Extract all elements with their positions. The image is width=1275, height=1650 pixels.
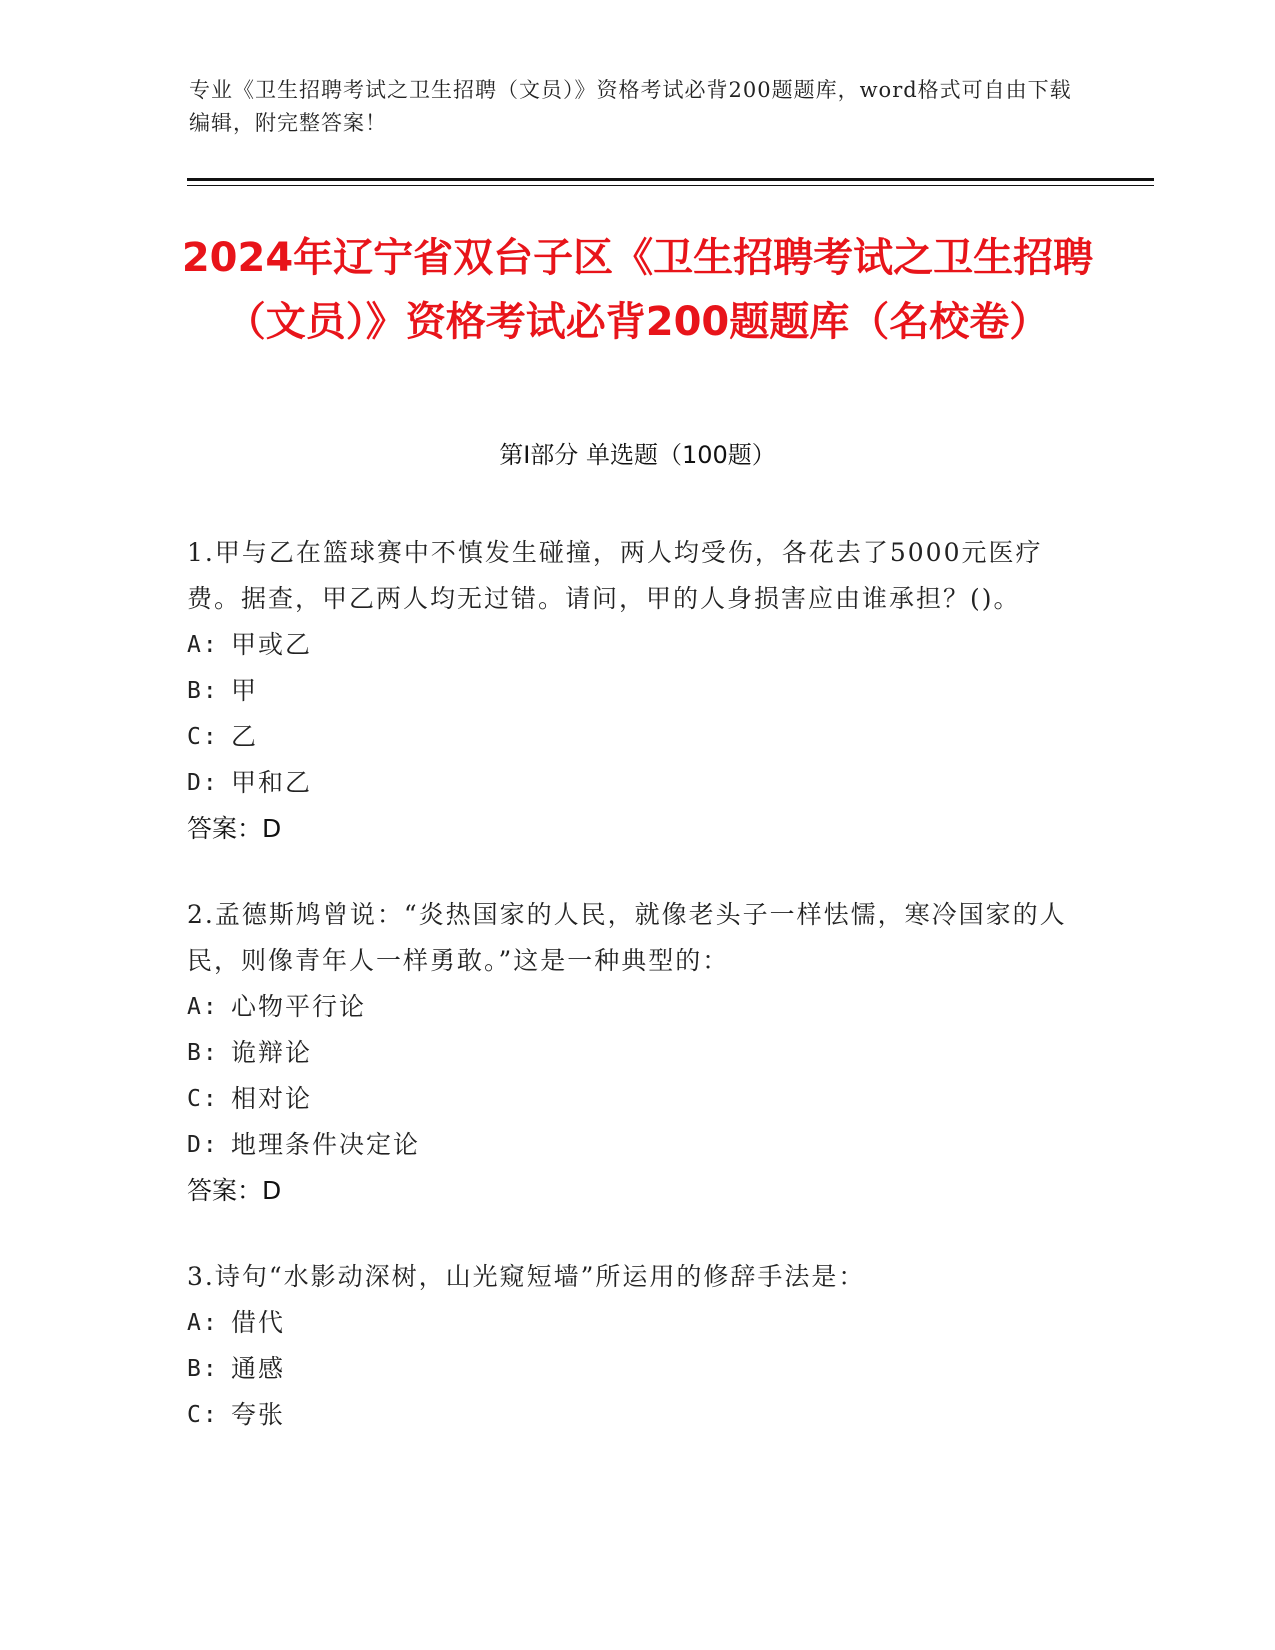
question-stem: 2.孟德斯鸠曾说：“炎热国家的人民，就像老头子一样怯懦，寒冷国家的人民，则像青年人一样勇敢。”这是一种典型的：	[187, 900, 1067, 975]
option-a	[187, 984, 1077, 1030]
option-key: C:	[187, 1402, 219, 1428]
question-1	[187, 530, 1077, 852]
question-3	[187, 1254, 1077, 1438]
question-stem: 1.甲与乙在篮球赛中不慎发生碰撞，两人均受伤，各花去了5000元医疗费。据查，甲乙两人均无过错。请问，甲的人身损害应由谁承担？()。	[187, 538, 1043, 613]
question-stem: 3.诗句“水影动深树，山光窥短墙”所运用的修辞手法是：	[187, 1262, 866, 1291]
option-key: B:	[187, 1356, 219, 1382]
header-rule-thick	[187, 178, 1154, 181]
option-text: 甲或乙	[231, 630, 313, 659]
option-d	[187, 1122, 1077, 1168]
option-text: 相对论	[231, 1084, 313, 1113]
header-note: 专业《卫生招聘考试之卫生招聘（文员）》资格考试必背200题题库，word格式可自由下载编辑，附完整答案！	[189, 78, 1072, 135]
option-text: 心物平行论	[231, 992, 367, 1021]
option-key: A:	[187, 994, 219, 1020]
option-a	[187, 622, 1077, 668]
option-b	[187, 668, 1077, 714]
option-c	[187, 714, 1077, 760]
option-text: 地理条件决定论	[231, 1130, 421, 1159]
option-text: 夸张	[231, 1400, 286, 1429]
option-key: C:	[187, 1086, 219, 1112]
option-key: D:	[187, 1132, 219, 1158]
option-text: 借代	[231, 1308, 286, 1337]
option-d	[187, 760, 1077, 806]
option-text: 通感	[231, 1354, 286, 1383]
question-list	[187, 530, 1077, 1478]
option-text: 甲和乙	[231, 768, 313, 797]
option-key: A:	[187, 632, 219, 658]
option-text: 乙	[231, 722, 259, 751]
option-b	[187, 1030, 1077, 1076]
header-rule-thin	[187, 185, 1154, 186]
question-2	[187, 892, 1077, 1214]
section-title: 第I部分 单选题（100题）	[499, 441, 776, 469]
option-key: D:	[187, 770, 219, 796]
option-text: 诡辩论	[231, 1038, 313, 1067]
option-key: A:	[187, 1310, 219, 1336]
option-key: B:	[187, 1040, 219, 1066]
option-text: 甲	[231, 676, 259, 705]
answer-line: 答案：D	[187, 814, 282, 843]
option-c	[187, 1392, 1077, 1438]
answer-line: 答案：D	[187, 1176, 282, 1205]
option-b	[187, 1346, 1077, 1392]
document-title: 2024年辽宁省双台子区《卫生招聘考试之卫生招聘（文员）》资格考试必背200题题库（名校卷）	[181, 235, 1094, 345]
option-c	[187, 1076, 1077, 1122]
option-key: B:	[187, 678, 219, 704]
option-a	[187, 1300, 1077, 1346]
option-key: C:	[187, 724, 219, 750]
